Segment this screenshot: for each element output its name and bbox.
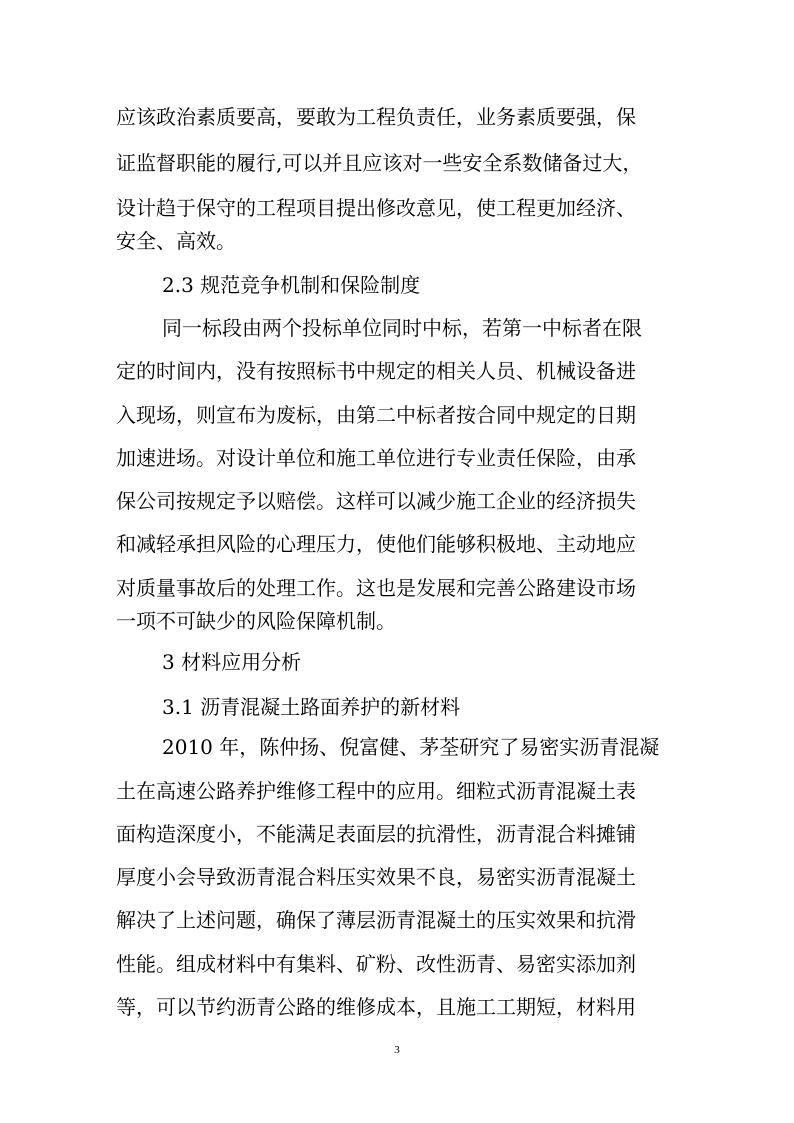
body-text-line: 2010 年，陈仲扬、倪富健、茅荃研究了易密实沥青混凝 [162,735,660,759]
body-text-line: 性能。组成材料中有集料、矿粉、改性沥青、易密实添加剂 [116,952,636,976]
body-text-line: 解决了上述问题，确保了薄层沥青混凝土的压实效果和抗滑 [116,908,636,932]
body-text-line: 安全、高效。 [116,229,236,253]
body-text-line: 保公司按规定予以赔偿。这样可以减少施工企业的经济损失 [116,489,636,513]
body-text-line: 土在高速公路养护维修工程中的应用。细粒式沥青混凝土表 [116,779,636,803]
body-text-line: 一项不可缺少的风险保障机制。 [116,609,396,633]
body-text-line: 对质量事故后的处理工作。这也是发展和完善公路建设市场 [116,576,636,600]
body-text-line: 同一标段由两个投标单位同时中标，若第一中标者在限 [162,316,642,340]
subsection-heading: 3.1 沥青混凝土路面养护的新材料 [162,695,461,719]
body-text-line: 应该政治素质要高，要敢为工程负责任，业务素质要强，保 [116,105,636,129]
body-text-line: 等，可以节约沥青公路的维修成本，且施工工期短，材料用 [116,995,636,1019]
body-text-line: 和减轻承担风险的心理压力，使他们能够积极地、主动地应 [116,532,636,556]
body-text-line: 定的时间内，没有按照标书中规定的相关人员、机械设备进 [116,359,636,383]
section-heading: 2.3 规范竞争机制和保险制度 [162,273,421,297]
body-text-line: 设计趋于保守的工程项目提出修改意见，使工程更加经济、 [116,196,636,220]
body-text-line: 证监督职能的履行,可以并且应该对一些安全系数储备过大， [116,151,643,175]
body-text-line: 入现场，则宣布为废标，由第二中标者按合同中规定的日期 [116,403,636,427]
section-heading: 3 材料应用分析 [162,650,302,674]
body-text-line: 加速进场。对设计单位和施工单位进行专业责任保险，由承 [116,446,636,470]
body-text-line: 面构造深度小，不能满足表面层的抗滑性，沥青混合料摊铺 [116,822,636,846]
page-number: 3 [394,1044,400,1056]
body-text-line: 厚度小会导致沥青混合料压实效果不良，易密实沥青混凝土 [116,865,636,889]
